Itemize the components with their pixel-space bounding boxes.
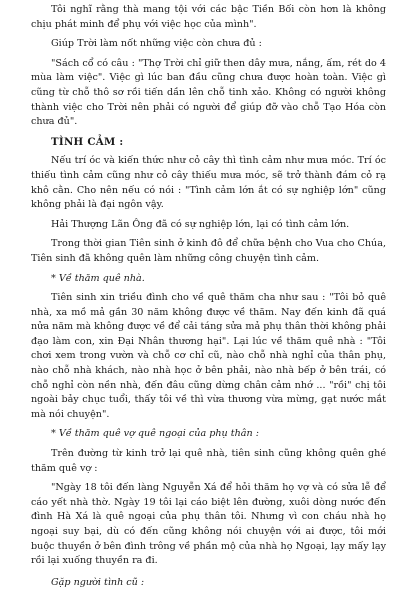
paragraph-8: Trên đường từ kinh trở lại quê nhà, tiên sinh cũng không quên ghé thăm quê vợ : [31,448,386,474]
section-title-tinh-cam: TÌNH CẢM : [51,135,124,148]
paragraph-2: Giúp Trời làm nốt những việc còn chưa đủ : [51,38,262,50]
paragraph-4: Nếu trí óc và kiến thức như cỏ cây thì tình cảm như mưa móc. Trí óc thiếu tình cảm cũng như cỏ cây thiếu mưa móc, sẽ trở thành đám cỏ rạ khô cằn. Cho nên nếu có nói : "Tình cảm lớn ắt có sự nghiệp lớn" cũng không phải là đại ngôn vậy. [31,155,386,211]
paragraph-7: Tiên sinh xin triều đình cho về quê thăm cha như sau : "Tôi bỏ quê nhà, xa mồ mả gần 30 năm không được về thăm. Nay đến kinh đã quá nửa năm mà không được về để cải táng sửa mả phụ thân thời không phải đạo làm con, xin Đại Nhân thương hại". Lại lúc về thăm quê nhà : "Tôi chơi xem trong vườn và chỗ cơ chỉ cũ, nào chỗ nhà nghỉ của thân phụ, nào chỗ nhà khách, nào nhà học ở bên phải, nào nhà bếp ở bên trái, có chỗ nghỉ còn nền nhà, đến đâu cũng dừng chân cảm nhớ ... "rồi" chị tôi ngoài bảy chục tuổi, thấy tôi về thì vừa thương vừa mừng, gạt nước mắt mà nói chuyện". [31,292,386,420]
subheading-ve-tham-que-nha: * Về thăm quê nhà. [51,272,145,284]
paragraph-3: "Sách cổ có câu : "Thợ Trời chỉ giữ then dây mưa, nắng, ấm, rét do 4 mùa làm việc". Việc gì lúc ban đầu cũng chưa được hoàn toàn. Việc gì cũng từ chỗ thô sơ rồi tiến dần lên chỗ tinh xảo. Không có người không thành việc cho Trời nên phải có người để giúp đỡ vào chỗ Tạo Hóa còn chưa đủ". [31,57,386,128]
paragraph-1: Tôi nghĩ rằng thà mang tội với các bậc Tiền Bối còn hơn là không chịu phát minh để phụ với việc học của mình". [31,4,386,30]
paragraph-9: "Ngày 18 tôi đến làng Nguyễn Xá để hỏi thăm họ vợ và có sửa lễ để cáo yết nhà thờ. Ngày 19 tôi lại cáo biệt lên đường, xuôi dòng nước đến đình Hà Xá là quê ngoại của phụ thân tôi. Nhưng vì con cháu nhà họ ngoại suy bại, dù có đến cũng không nói chuyện với ai được, tôi mới buộc thuyền ở bên đình trông về phần mộ của nhà họ Ngoại, lạy mấy lạy rồi lại xuống thuyền ra đi. [31,482,386,567]
paragraph-6: Trong thời gian Tiên sinh ở kinh đô để chữa bệnh cho Vua cho Chúa, Tiên sinh đã không quên làm những công chuyện tình cảm. [31,238,386,264]
subheading-ve-tham-que-vo: * Về thăm quê vợ quê ngoại của phụ thân : [51,428,259,440]
subheading-gap-nguoi-tinh-cu: Gặp người tình cũ : [51,576,145,588]
paragraph-5: Hải Thượng Lãn Ông đã có sự nghiệp lớn, lại có tình cảm lớn. [51,218,350,230]
